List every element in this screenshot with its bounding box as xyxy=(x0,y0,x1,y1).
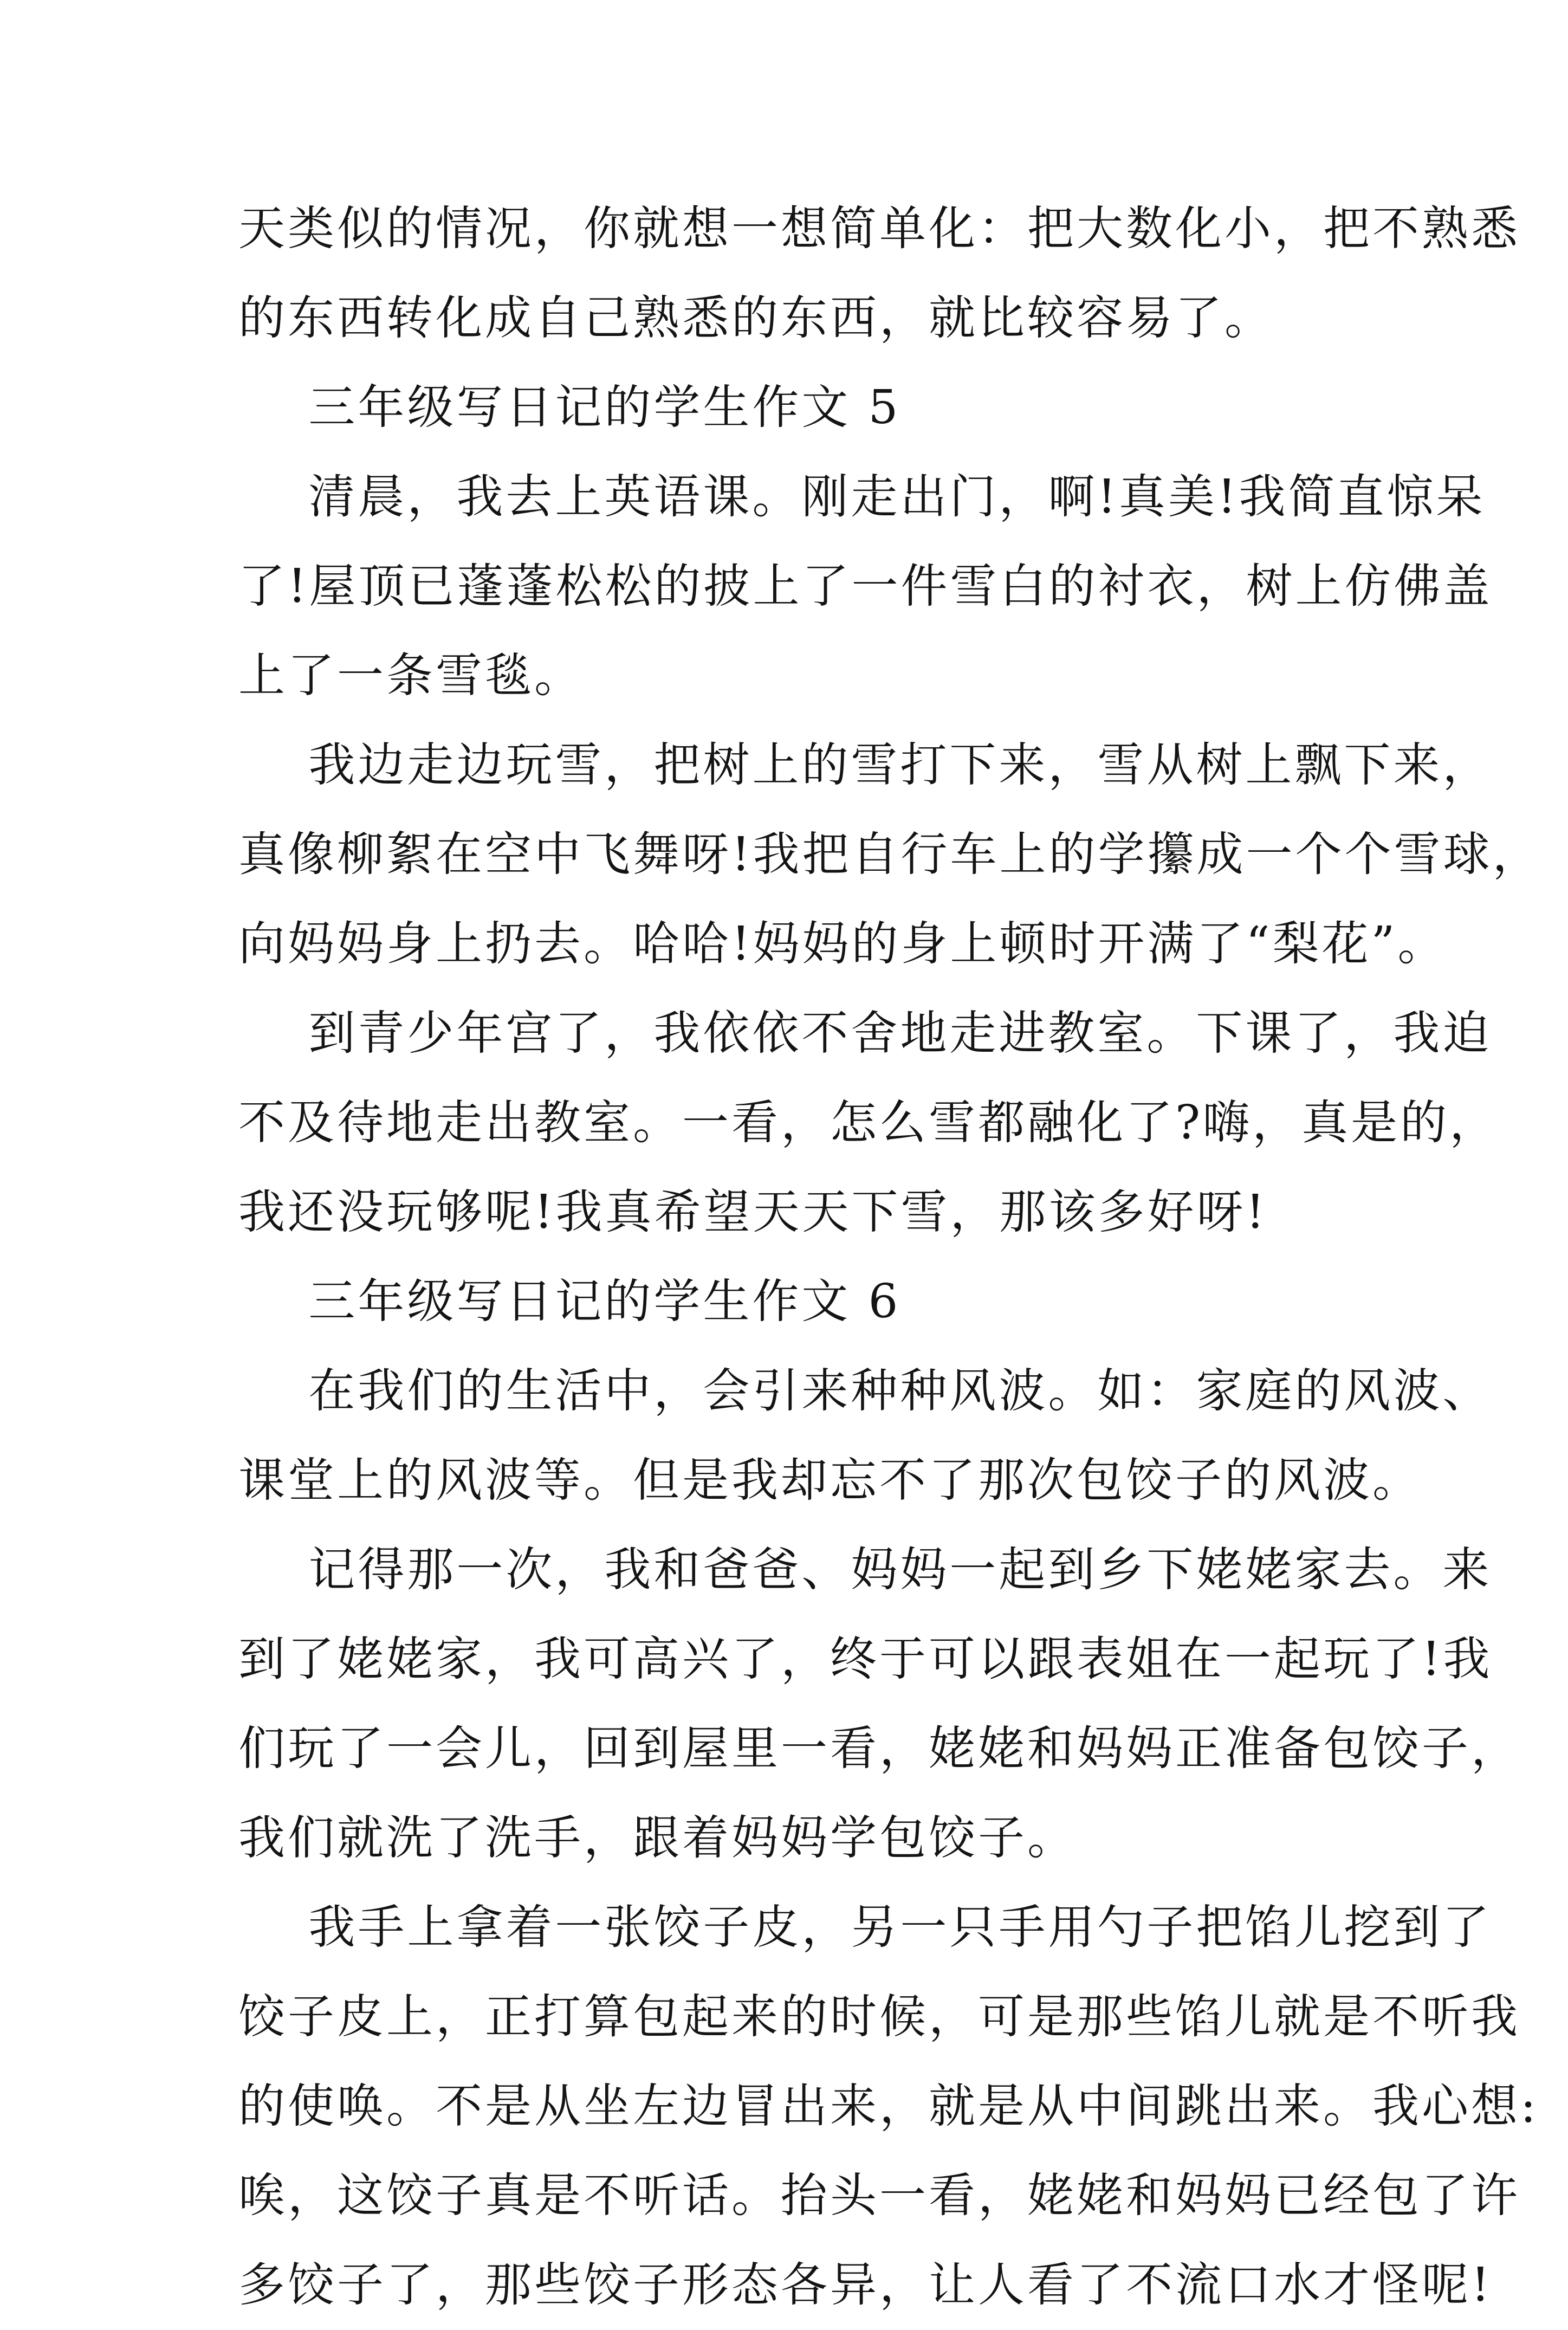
section-heading: 三年级写日记的学生作文 6 xyxy=(238,1274,901,1329)
text-line: 饺子皮上，正打算包起来的时候，可是那些馅儿就是不听我 xyxy=(238,1990,1520,2044)
text-line: 们玩了一会儿，回到屋里一看，姥姥和妈妈正准备包饺子， xyxy=(238,1721,1520,1776)
text-line: 真像柳絮在空中飞舞呀!我把自行车上的学攥成一个个雪球， xyxy=(238,827,1542,882)
text-line: 我边走边玩雪，把树上的雪打下来，雪从树上飘下来， xyxy=(238,738,1492,792)
text-line: 上了一条雪毯。 xyxy=(238,649,584,703)
text-line: 了!屋顶已蓬蓬松松的披上了一件雪白的衬衣，树上仿佛盖 xyxy=(238,559,1493,613)
text-line: 我还没玩够呢!我真希望天天下雪，那该多好呀! xyxy=(238,1185,1268,1239)
text-line: 的东西转化成自己熟悉的东西，就比较容易了。 xyxy=(238,291,1274,345)
section-heading: 三年级写日记的学生作文 5 xyxy=(238,380,901,435)
text-line: 记得那一次，我和爸爸、妈妈一起到乡下姥姥家去。来 xyxy=(238,1543,1492,1597)
text-line: 清晨，我去上英语课。刚走出门，啊!真美!我简直惊呆 xyxy=(238,470,1486,524)
text-line: 向妈妈身上扔去。哈哈!妈妈的身上顿时开满了“梨花”。 xyxy=(238,917,1447,971)
text-line: 的使唤。不是从坐左边冒出来，就是从中间跳出来。我心想: xyxy=(238,2079,1539,2133)
text-line: 不及待地走出教室。一看，怎么雪都融化了?嗨，真是的， xyxy=(238,1096,1499,1150)
text-line: 到青少年宫了，我依依不舍地走进教室。下课了，我迫 xyxy=(238,1006,1492,1060)
text-line: 课堂上的风波等。但是我却忘不了那次包饺子的风波。 xyxy=(238,1453,1422,1507)
text-line: 多饺子了，那些饺子形态各异，让人看了不流口水才怪呢! xyxy=(238,2258,1493,2312)
text-line: 天类似的情况，你就想一想简单化：把大数化小，把不熟悉 xyxy=(238,202,1520,256)
text-line: 到了姥姥家，我可高兴了，终于可以跟表姐在一起玩了!我 xyxy=(238,1632,1493,1686)
document-body xyxy=(238,184,1542,2330)
text-line: 我手上拿着一张饺子皮，另一只手用勺子把馅儿挖到了 xyxy=(238,1900,1492,1954)
text-line: 我们就洗了洗手，跟着妈妈学包饺子。 xyxy=(238,1811,1077,1865)
text-line: 在我们的生活中，会引来种种风波。如：家庭的风波、 xyxy=(238,1364,1492,1418)
text-line: 唉，这饺子真是不听话。抬头一看，姥姥和妈妈已经包了许 xyxy=(238,2169,1520,2223)
